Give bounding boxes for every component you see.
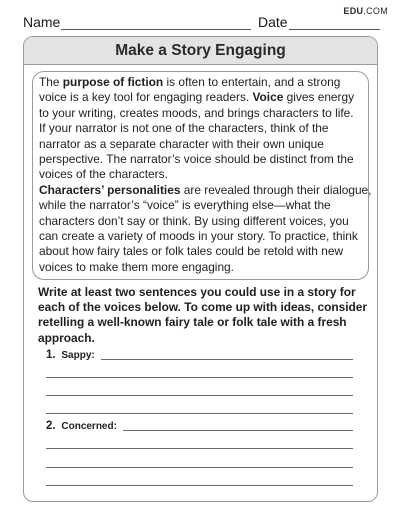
passage-line: can create a variety of moods in your story. To practice, think <box>39 229 358 244</box>
answer-line[interactable] <box>123 430 353 431</box>
passage-line: voice is a key tool for engaging readers. Voice gives energy <box>39 90 355 105</box>
reading-passage <box>32 71 372 280</box>
answer-line[interactable] <box>46 467 353 468</box>
answer-line[interactable] <box>101 359 353 360</box>
answer-line[interactable] <box>46 448 353 449</box>
worksheet-title: Make a Story Engaging <box>24 37 377 65</box>
answer-line[interactable] <box>46 395 353 396</box>
passage-line: perspective. The narrator’s voice should be distinct from the <box>39 152 354 167</box>
worksheet-card <box>23 36 378 502</box>
answer-line[interactable] <box>46 377 353 378</box>
instructions: Write at least two sentences you could use in a story for each of the voices below. To come up with ideas, consider retelling a well-known fairy tale or folk tale with a fresh approach. <box>38 285 368 345</box>
passage-line: while the narrator’s “voice” is everything else—what the <box>39 198 331 213</box>
passage-line: voices to make them more engaging. <box>39 259 234 274</box>
passage-line: voices of the characters. <box>39 167 168 182</box>
header-row <box>23 14 380 32</box>
date-line[interactable] <box>289 29 380 30</box>
passage-line: about how fairy tales or folk tales could be retold with new <box>39 244 344 259</box>
item-concerned: 2. Concerned: <box>46 420 117 432</box>
passage-line: The purpose of fiction is often to entertain, and a strong <box>39 75 341 89</box>
answer-line[interactable] <box>46 485 353 486</box>
item-sappy: 1. Sappy: <box>46 349 95 361</box>
name-line[interactable] <box>61 29 251 30</box>
answer-line[interactable] <box>46 413 353 414</box>
passage-line: narrator as a separate character with their own unique <box>39 136 324 151</box>
passage-line: Characters’ personalities are revealed through their dialogue, <box>39 182 372 197</box>
passage-line: to your writing, creates moods, and brings characters to life. <box>39 105 354 120</box>
date-label: Date <box>258 14 288 30</box>
edu-logo: EDU.COM <box>343 6 388 16</box>
name-label: Name <box>23 14 61 30</box>
passage-line: If your narrator is not one of the characters, think of the <box>39 121 329 136</box>
passage-line: characters don’t say or think. By using different voices, you <box>39 213 349 228</box>
